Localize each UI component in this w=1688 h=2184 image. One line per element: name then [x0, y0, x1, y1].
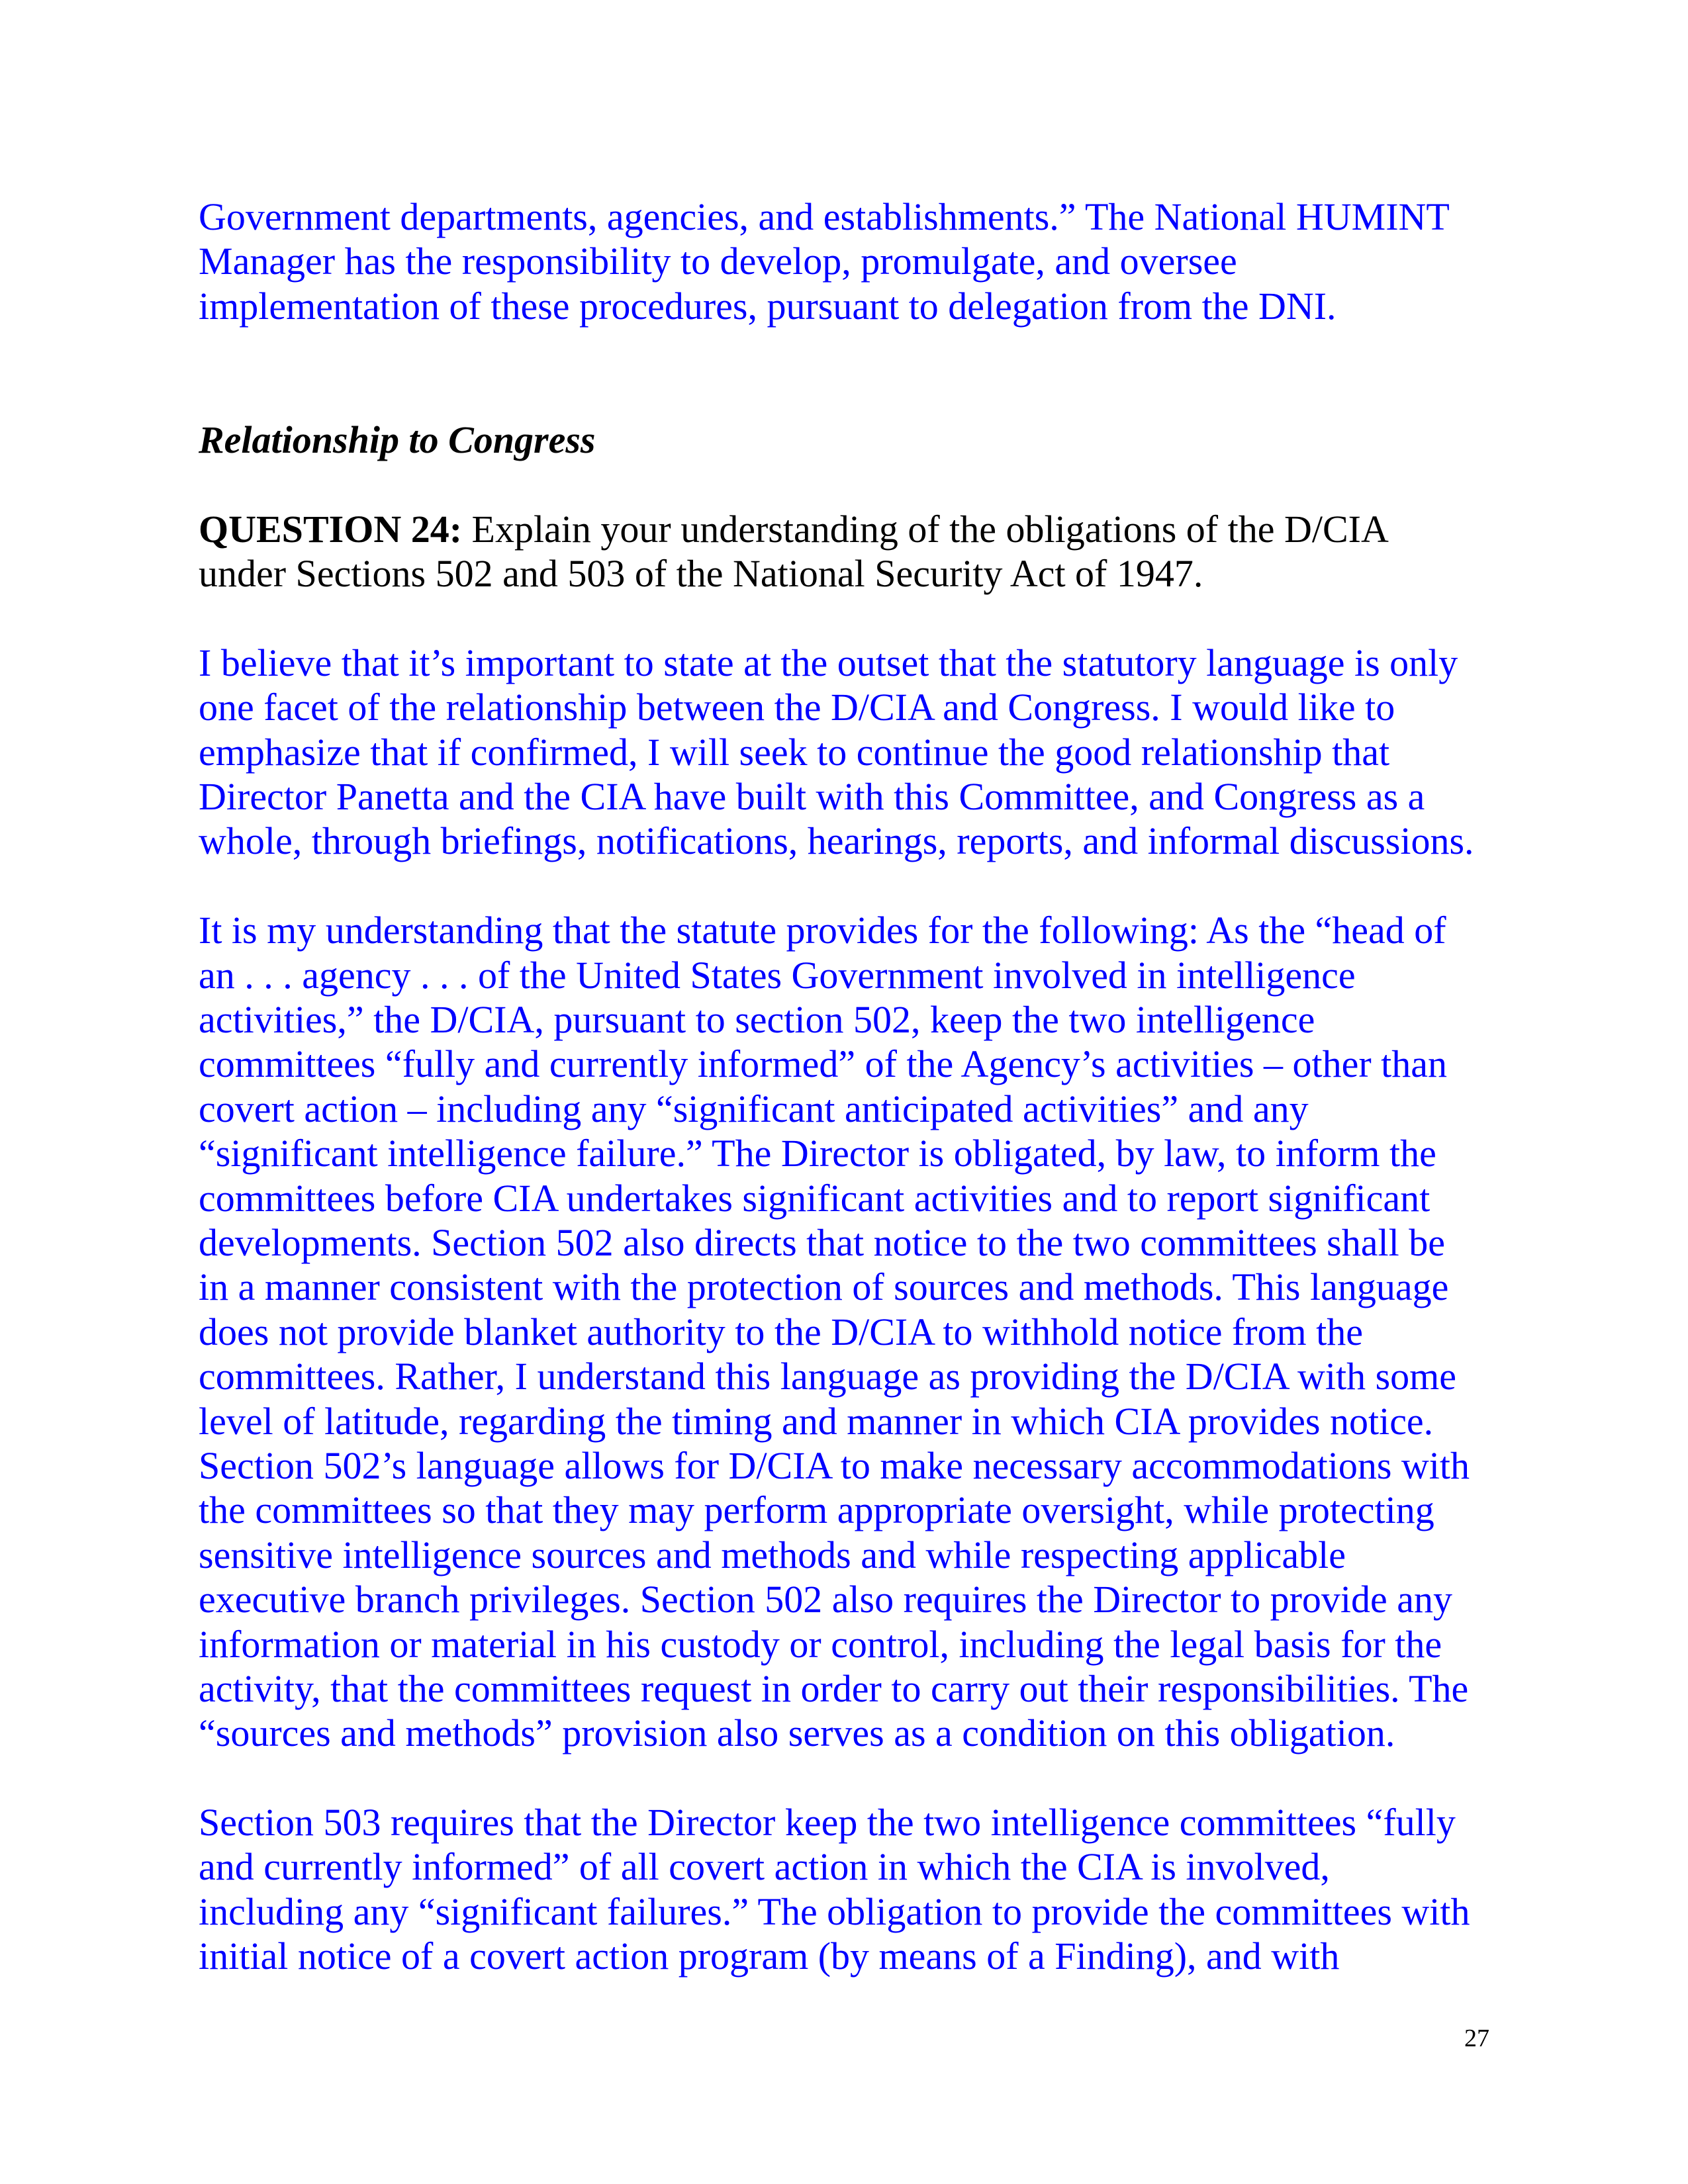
paragraph-line: executive branch privileges. Section 502 also requires the Director to provide any: [199, 1578, 1453, 1621]
paragraph-line: “significant intelligence failure.” The Director is obligated, by law, to inform the: [199, 1132, 1436, 1175]
paragraph-line: Government departments, agencies, and establishments.” The National HUMINT: [199, 195, 1450, 238]
paragraph-line: level of latitude, regarding the timing and manner in which CIA provides notice.: [199, 1399, 1434, 1443]
paragraph-line: activities,” the D/CIA, pursuant to section 502, keep the two intelligence: [199, 998, 1315, 1042]
question-label: QUESTION 24:: [199, 507, 463, 551]
paragraph-line: implementation of these procedures, pursuant to delegation from the DNI.: [199, 284, 1336, 328]
question-text: Explain your understanding of the obligations of the D/CIA: [462, 507, 1389, 551]
blank-line: [199, 1756, 1474, 1800]
paragraph-line: Manager has the responsibility to develop, promulgate, and oversee: [199, 240, 1237, 283]
paragraph-line: whole, through briefings, notifications, hearings, reports, and informal discussions.: [199, 819, 1474, 863]
paragraph-line: in a manner consistent with the protection of sources and methods. This language: [199, 1265, 1449, 1309]
blank-line: [199, 462, 1474, 506]
paragraph-line: emphasize that if confirmed, I will seek to continue the good relationship that: [199, 730, 1390, 774]
paragraph-line: sensitive intelligence sources and methods and while respecting applicable: [199, 1533, 1346, 1576]
blank-line: [199, 328, 1474, 373]
paragraph-line: committees “fully and currently informed” of the Agency’s activities – other than: [199, 1042, 1448, 1086]
paragraph-line: the committees so that they may perform appropriate oversight, while protecting: [199, 1488, 1434, 1532]
paragraph-line: Section 503 requires that the Director keep the two intelligence committees “fully: [199, 1801, 1456, 1844]
paragraph-line: Director Panetta and the CIA have built with this Committee, and Congress as a: [199, 775, 1425, 819]
paragraph-line: one facet of the relationship between the D/CIA and Congress. I would like to: [199, 686, 1395, 729]
paragraph-line: committees before CIA undertakes significant activities and to report significant: [199, 1176, 1430, 1220]
paragraph-line: including any “significant failures.” The obligation to provide the committees with: [199, 1889, 1470, 1933]
blank-line: [199, 596, 1474, 641]
paragraph-line: does not provide blanket authority to the D/CIA to withhold notice from the: [199, 1310, 1364, 1353]
blank-line: [199, 373, 1474, 418]
blank-line: [199, 864, 1474, 908]
paragraph-line: “sources and methods” provision also serves as a condition on this obligation.: [199, 1711, 1395, 1755]
paragraph-line: I believe that it’s important to state at the outset that the statutory language is only: [199, 641, 1458, 684]
page-number: 27: [1464, 2025, 1489, 2052]
question-line: [199, 507, 1474, 551]
paragraph-line: It is my understanding that the statute provides for the following: As the “head of: [199, 909, 1446, 952]
section-heading: Relationship to Congress: [199, 418, 596, 461]
paragraph-line: initial notice of a covert action program (by means of a Finding), and with: [199, 1934, 1340, 1978]
paragraph-line: information or material in his custody or control, including the legal basis for the: [199, 1622, 1442, 1666]
paragraph-line: covert action – including any “significant anticipated activities” and any: [199, 1087, 1309, 1130]
question-line: under Sections 502 and 503 of the National Security Act of 1947.: [199, 552, 1203, 596]
paragraph-line: developments. Section 502 also directs that notice to the two committees shall be: [199, 1220, 1445, 1264]
paragraph-line: an . . . agency . . . of the United States Government involved in intelligence: [199, 953, 1356, 997]
paragraph-line: Section 502’s language allows for D/CIA to make necessary accommodations with: [199, 1443, 1470, 1487]
paragraph-line: activity, that the committees request in order to carry out their responsibilities. The: [199, 1666, 1469, 1710]
paragraph-line: committees. Rather, I understand this language as providing the D/CIA with some: [199, 1355, 1457, 1398]
paragraph-line: and currently informed” of all covert action in which the CIA is involved,: [199, 1845, 1330, 1889]
body-text: [199, 195, 1474, 1979]
